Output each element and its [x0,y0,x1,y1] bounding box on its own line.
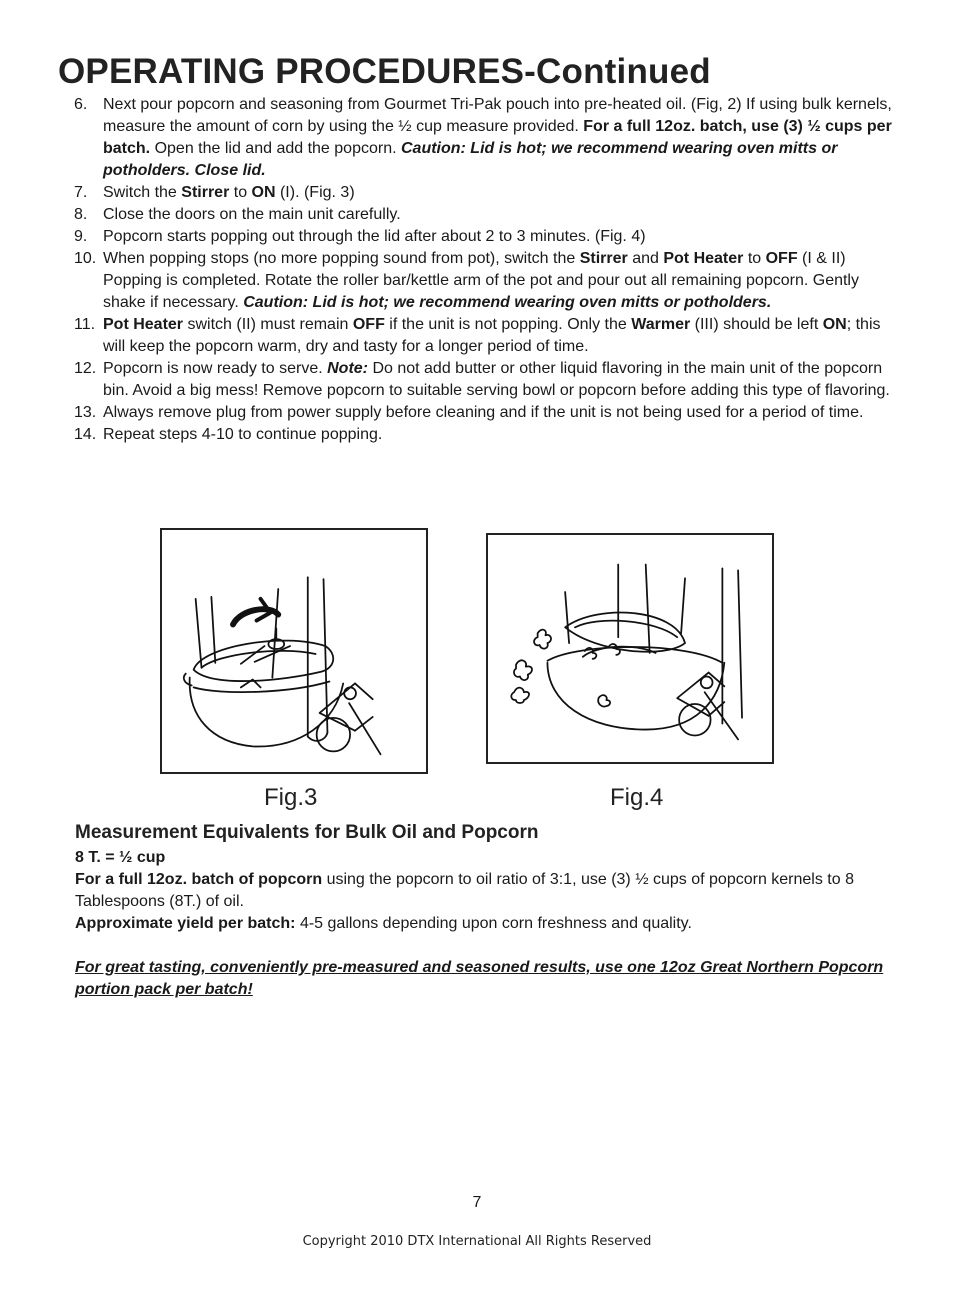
yield-text: 4-5 gallons depending upon corn freshness and quality. [295,915,692,932]
step-text: When popping stops (no more popping sound from pot), switch the [103,250,580,267]
step-text: Next pour popcorn and seasoning from Gourmet Tri-Pak pouch into pre-heated oil. (Fig, 2) If using bulk kernels, measure the amount of corn by using the ½ cup measure provided. [103,96,892,135]
step-text: Close the doors on the main unit carefully. [103,206,401,223]
copyright-notice: Copyright 2010 DTX International All Rights Reserved [302,1234,652,1249]
page-number: 7 [472,1194,482,1211]
step-item [74,314,904,358]
step-text: OFF [352,316,385,333]
step-number: 11. [74,316,96,333]
step-text: (I & II) Popping is completed. Rotate the roller bar/kettle arm of the pot and pour out all remaining popcorn. Gently shake if necessary. [103,250,859,311]
step-text: to [743,250,766,267]
step-text: switch (II) must remain [183,316,353,333]
step-number: 7. [74,184,88,201]
step-item [74,182,904,204]
step-text: OFF [765,250,798,267]
step-number: 13. [74,404,97,421]
step-number: 9. [74,228,88,245]
measurement-section [75,847,905,935]
step-text: to [229,184,252,201]
step-number: 8. [74,206,88,223]
step-item [74,204,904,226]
figure-4-illustration [486,533,774,764]
step-item [74,94,904,182]
step-text: Switch the [103,184,182,201]
step-text: (III) should be left [690,316,823,333]
step-text: ON [822,316,847,333]
step-text: (I). (Fig. 3) [275,184,355,201]
step-text: Always remove plug from power supply before cleaning and if the unit is not being used for a period of time. [103,404,864,421]
step-text: Warmer [631,316,691,333]
equivalence-text: 8 T. = ½ cup [75,849,166,866]
step-text: Caution: Lid is hot; we recommend wearing oven mitts or potholders. Close lid. [103,140,838,179]
step-text: Stirrer [579,250,628,267]
step-item [74,402,904,424]
full-batch-text: using the popcorn to oil ratio of 3:1, use (3) ½ cups of popcorn kernels to 8 Tablespoons (8T.) of oil. [75,871,854,910]
promo-note: For great tasting, conveniently pre-measured and seasoned results, use one 12oz Great Northern Popcorn portion pack per batch! [75,959,884,998]
measurement-heading: Measurement Equivalents for Bulk Oil and Popcorn [75,822,539,843]
step-number: 14. [74,426,97,443]
step-text: For a full 12oz. batch, use (3) ½ cups per batch. [103,118,892,157]
step-text: and [627,250,664,267]
step-text: Stirrer [181,184,230,201]
yield-label: Approximate yield per batch: [75,915,296,932]
step-number: 6. [74,96,88,113]
step-text: ; this will keep the popcorn warm, dry and tasty for a longer period of time. [103,316,881,355]
step-text: ON [251,184,276,201]
figure-3-illustration [160,528,428,774]
step-number: 12. [74,360,97,377]
step-text: Caution: Lid is hot; we recommend wearing oven mitts or potholders. [243,294,772,311]
step-text: Pot Heater [663,250,744,267]
step-text: Pot Heater [103,316,184,333]
step-text: Note: [327,360,368,377]
step-text: Popcorn starts popping out through the lid after about 2 to 3 minutes. (Fig. 4) [103,228,646,245]
page-title: OPERATING PROCEDURES-Continued [58,52,711,91]
steps-list [74,94,904,446]
step-text: Do not add butter or other liquid flavoring in the main unit of the popcorn bin. Avoid a big mess! Remove popcorn to suitable serving bowl or popcorn before adding this type of flavoring. [103,360,890,399]
full-batch-label: For a full 12oz. batch of popcorn [75,871,323,888]
step-item [74,358,904,402]
step-text: Popcorn is now ready to serve. [103,360,328,377]
step-item [74,424,904,446]
step-text: Open the lid and add the popcorn. [150,140,401,157]
step-text: Repeat steps 4-10 to continue popping. [103,426,383,443]
figure-3-caption: Fig.3 [264,784,318,811]
figure-4-caption: Fig.4 [610,784,664,811]
step-text: if the unit is not popping. Only the [384,316,632,333]
step-item [74,248,904,314]
step-number: 10. [74,250,97,267]
step-item [74,226,904,248]
